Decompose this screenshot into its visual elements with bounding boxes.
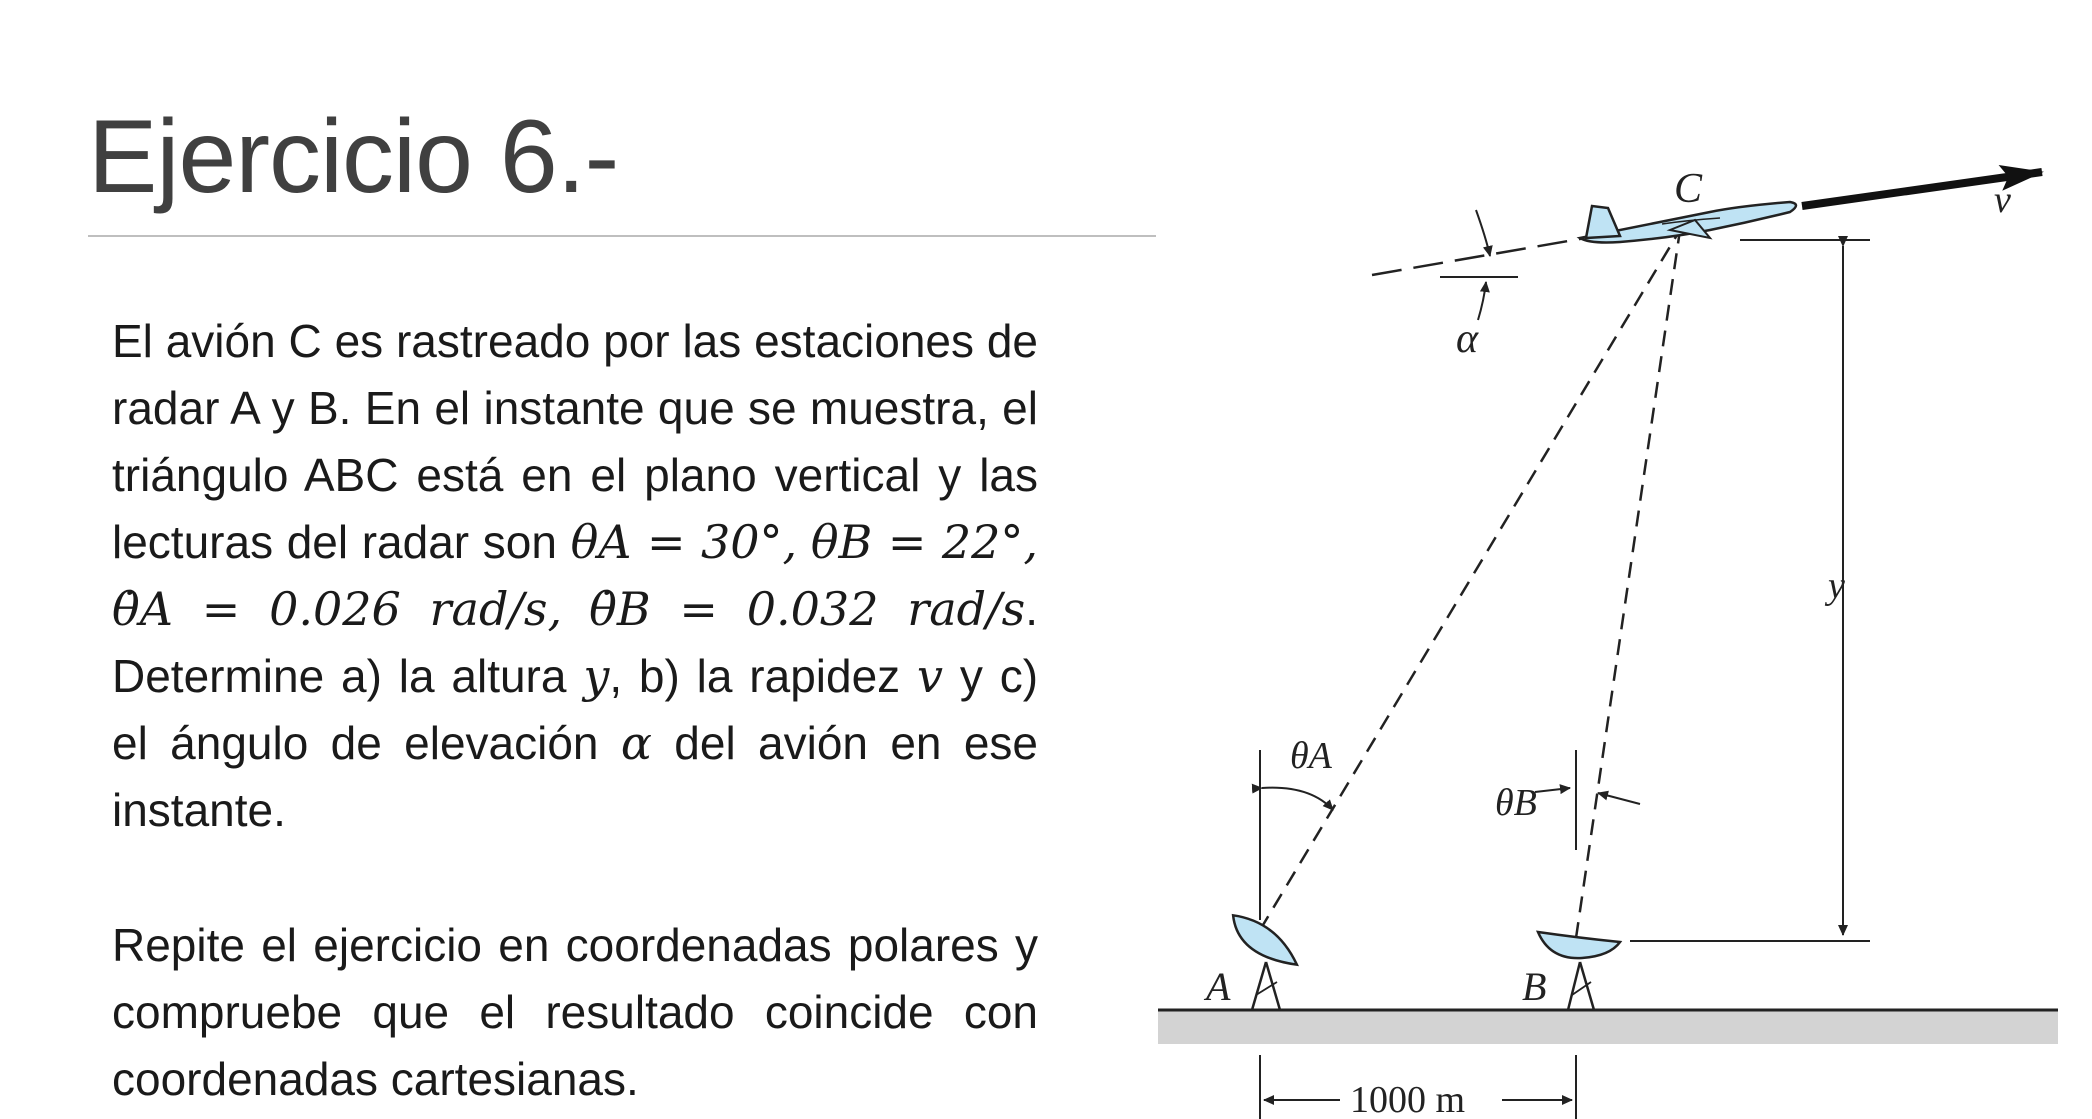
alpha-arrow-top [1476, 210, 1490, 256]
statement-mid2: y c) el ángulo de elevación [112, 650, 1039, 769]
distance-label: 1000 m [1350, 1079, 1466, 1119]
eq-theta-b-dot: θ̇B = 0.032 rad/s [589, 582, 1026, 636]
radar-diagram [1150, 120, 2080, 1119]
velocity-label: v [1994, 179, 2011, 221]
var-v: v [917, 649, 944, 703]
eq-theta-b: θB = 22°, [810, 515, 1039, 569]
radar-station-a [1228, 915, 1303, 1010]
statement-end: del avión en ese instante. [112, 717, 1039, 836]
theta-a-arc [1262, 788, 1333, 810]
statement-intro: El avión C es rastreado por las estaciones de radar A y B. En el instante que se muestra, el triángulo ABC está en el plano vertical y las lecturas del radar son [112, 315, 1038, 568]
statement-determine: . Determine a) la altura [112, 583, 1039, 702]
problem-statement [112, 308, 1038, 844]
ground-slab [1158, 1010, 2058, 1044]
var-y: y [583, 649, 610, 703]
radar-station-b [1538, 932, 1620, 1010]
sight-line-b [1576, 230, 1680, 938]
altitude-label: y [1828, 565, 1845, 607]
eq-theta-a: θA = 30°, [570, 515, 798, 569]
theta-b-arrow-left [1535, 788, 1570, 792]
instruction-paragraph: Repite el ejercicio en coordenadas polares y compruebe que el resultado coincide con coordenadas cartesianas. [112, 919, 1038, 1105]
var-alpha: α [620, 716, 652, 770]
theta-b-label: θB [1495, 782, 1537, 824]
statement-mid1: , b) la rapidez [609, 650, 901, 702]
airplane-label: C [1674, 166, 1703, 212]
page-title: Ejercicio 6.- [88, 99, 619, 215]
theta-a-label: θA [1290, 735, 1332, 777]
alpha-label: α [1456, 316, 1479, 362]
theta-b-arrow-right [1598, 793, 1640, 804]
station-b-label: B [1522, 964, 1547, 1009]
title-divider [88, 235, 1156, 237]
station-a-label: A [1206, 964, 1231, 1009]
alpha-arrow-bottom [1478, 282, 1486, 320]
eq-theta-a-dot: θ̇A = 0.026 rad/s, [112, 582, 563, 636]
